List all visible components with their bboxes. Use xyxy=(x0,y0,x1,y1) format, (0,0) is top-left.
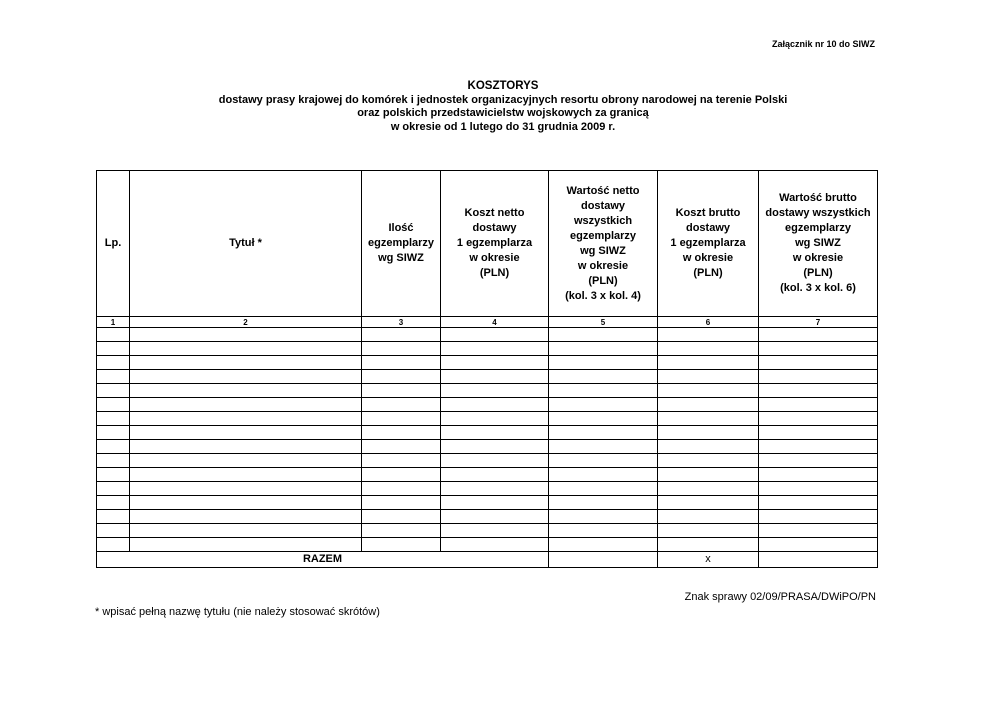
table-row xyxy=(97,510,878,524)
header-gross-total-value-line: (PLN) xyxy=(803,267,833,279)
cell-lp[interactable] xyxy=(97,524,130,538)
header-gross-unit-cost-line: 1 egzemplarza xyxy=(670,237,746,249)
cell-gross-unit-cost[interactable] xyxy=(658,426,759,440)
cell-net-unit-cost[interactable] xyxy=(441,426,549,440)
cell-net-unit-cost[interactable] xyxy=(441,454,549,468)
column-number-5: 5 xyxy=(549,317,658,328)
table-row xyxy=(97,426,878,440)
total-row xyxy=(97,552,878,568)
cell-gross-total-value[interactable] xyxy=(759,510,878,524)
total-gross-unit-cost-cell: x xyxy=(658,552,759,568)
cell-net-total-value[interactable] xyxy=(549,384,658,398)
header-title xyxy=(130,171,362,317)
cell-net-total-value[interactable] xyxy=(549,398,658,412)
column-number-6: 6 xyxy=(658,317,759,328)
table-row xyxy=(97,384,878,398)
cell-net-total-value[interactable] xyxy=(549,524,658,538)
cell-quantity[interactable] xyxy=(362,510,441,524)
header-gross-unit-cost xyxy=(658,171,759,317)
cell-title[interactable] xyxy=(130,440,362,454)
cell-net-total-value[interactable] xyxy=(549,342,658,356)
cell-quantity[interactable] xyxy=(362,370,441,384)
cell-net-total-value[interactable] xyxy=(549,412,658,426)
table-row xyxy=(97,524,878,538)
header-net-unit-cost-line: w okresie xyxy=(469,252,520,264)
table-row xyxy=(97,398,878,412)
header-lp-line: Lp. xyxy=(104,237,122,249)
document-heading xyxy=(0,80,992,134)
cell-net-unit-cost[interactable] xyxy=(441,398,549,412)
cell-net-unit-cost[interactable] xyxy=(441,384,549,398)
total-label: RAZEM xyxy=(97,552,549,568)
cell-title[interactable] xyxy=(130,468,362,482)
cell-net-unit-cost[interactable] xyxy=(441,524,549,538)
total-gross-value-cell[interactable] xyxy=(759,552,878,568)
cell-gross-unit-cost[interactable] xyxy=(658,440,759,454)
cell-lp[interactable] xyxy=(97,328,130,342)
cell-title[interactable] xyxy=(130,342,362,356)
header-gross-unit-cost-line: dostawy xyxy=(685,222,730,234)
cell-gross-total-value[interactable] xyxy=(759,328,878,342)
cell-lp[interactable] xyxy=(97,412,130,426)
cell-title[interactable] xyxy=(130,538,362,552)
cell-title[interactable] xyxy=(130,482,362,496)
table-header-row xyxy=(97,171,878,317)
cell-gross-total-value[interactable] xyxy=(759,468,878,482)
table-body xyxy=(97,328,878,552)
header-net-total-value-line: dostawy xyxy=(580,199,625,212)
table-row xyxy=(97,342,878,356)
table-row xyxy=(97,482,878,496)
cell-net-unit-cost[interactable] xyxy=(441,482,549,496)
cell-lp[interactable] xyxy=(97,468,130,482)
cell-lp[interactable] xyxy=(97,370,130,384)
column-number-4: 4 xyxy=(441,317,549,328)
cell-gross-unit-cost[interactable] xyxy=(658,328,759,342)
table-row xyxy=(97,538,878,552)
cell-title[interactable] xyxy=(130,328,362,342)
cell-gross-total-value[interactable] xyxy=(759,356,878,370)
header-net-unit-cost-line: (PLN) xyxy=(479,267,510,279)
header-net-unit-cost-line: dostawy xyxy=(472,222,517,234)
cell-lp[interactable] xyxy=(97,440,130,454)
column-number-2: 2 xyxy=(130,317,362,328)
cell-lp[interactable] xyxy=(97,454,130,468)
cell-gross-total-value[interactable] xyxy=(759,426,878,440)
cell-gross-total-value[interactable] xyxy=(759,412,878,426)
cell-gross-unit-cost[interactable] xyxy=(658,370,759,384)
header-net-total-value-line: wszystkich xyxy=(573,214,633,227)
cell-quantity[interactable] xyxy=(362,440,441,454)
cell-lp[interactable] xyxy=(97,538,130,552)
header-quantity-line: Ilość xyxy=(388,222,414,234)
cell-gross-total-value[interactable] xyxy=(759,384,878,398)
cell-quantity[interactable] xyxy=(362,524,441,538)
cell-gross-total-value[interactable] xyxy=(759,496,878,510)
table-row xyxy=(97,328,878,342)
header-gross-total-value-line: (kol. 3 x kol. 6) xyxy=(780,282,856,294)
cell-quantity[interactable] xyxy=(362,482,441,496)
header-quantity xyxy=(362,171,441,317)
cell-lp[interactable] xyxy=(97,426,130,440)
cell-net-unit-cost[interactable] xyxy=(441,370,549,384)
header-gross-total-value-line: Wartość brutto xyxy=(779,192,857,204)
header-gross-unit-cost-line: Koszt brutto xyxy=(675,207,741,219)
cell-quantity[interactable] xyxy=(362,342,441,356)
header-net-unit-cost-line: 1 egzemplarza xyxy=(456,237,533,249)
cell-quantity[interactable] xyxy=(362,398,441,412)
annex-label: Załącznik nr 10 do SIWZ xyxy=(771,39,875,49)
header-net-unit-cost-line: Koszt netto xyxy=(464,207,525,219)
cell-net-total-value[interactable] xyxy=(549,538,658,552)
column-number-1: 1 xyxy=(97,317,130,328)
cell-net-unit-cost[interactable] xyxy=(441,342,549,356)
header-gross-total-value-line: egzemplarzy xyxy=(784,222,852,234)
cell-net-total-value[interactable] xyxy=(549,510,658,524)
cell-title[interactable] xyxy=(130,370,362,384)
cell-title[interactable] xyxy=(130,398,362,412)
cell-gross-unit-cost[interactable] xyxy=(658,538,759,552)
cell-net-total-value[interactable] xyxy=(549,440,658,454)
case-number: Znak sprawy 02/09/PRASA/DWiPO/PN xyxy=(684,591,876,603)
cell-net-total-value[interactable] xyxy=(549,356,658,370)
cell-gross-total-value[interactable] xyxy=(759,524,878,538)
header-net-total-value xyxy=(549,171,658,317)
cell-gross-unit-cost[interactable] xyxy=(658,468,759,482)
cell-net-total-value[interactable] xyxy=(549,426,658,440)
cell-gross-unit-cost[interactable] xyxy=(658,454,759,468)
cell-net-total-value[interactable] xyxy=(549,482,658,496)
table-row xyxy=(97,496,878,510)
cell-gross-unit-cost[interactable] xyxy=(658,524,759,538)
header-quantity-line: wg SIWZ xyxy=(378,252,424,264)
table-row xyxy=(97,356,878,370)
cell-net-unit-cost[interactable] xyxy=(441,496,549,510)
cell-gross-total-value[interactable] xyxy=(759,342,878,356)
cell-gross-unit-cost[interactable] xyxy=(658,482,759,496)
cell-gross-total-value[interactable] xyxy=(759,538,878,552)
cell-gross-unit-cost[interactable] xyxy=(658,412,759,426)
header-net-total-value-line: (PLN) xyxy=(588,274,618,287)
cell-quantity[interactable] xyxy=(362,496,441,510)
cell-gross-total-value[interactable] xyxy=(759,482,878,496)
cell-quantity[interactable] xyxy=(362,468,441,482)
cell-net-unit-cost[interactable] xyxy=(441,510,549,524)
cell-net-unit-cost[interactable] xyxy=(441,468,549,482)
document-subtitle-line-2: oraz polskich przedstawicielstw wojskowych za granicą xyxy=(357,107,649,119)
cell-lp[interactable] xyxy=(97,398,130,412)
cell-gross-total-value[interactable] xyxy=(759,454,878,468)
cell-quantity[interactable] xyxy=(362,538,441,552)
document-subtitle-line-1: dostawy prasy krajowej do komórek i jednostek organizacyjnych resortu obrony narodowej na terenie Polski xyxy=(218,93,788,106)
cell-quantity[interactable] xyxy=(362,328,441,342)
cell-lp[interactable] xyxy=(97,342,130,356)
header-gross-unit-cost-line: (PLN) xyxy=(693,267,723,279)
table-row xyxy=(97,440,878,454)
cell-net-total-value[interactable] xyxy=(549,468,658,482)
cell-quantity[interactable] xyxy=(362,454,441,468)
column-number-3: 3 xyxy=(362,317,441,328)
cell-title[interactable] xyxy=(130,510,362,524)
cell-net-unit-cost[interactable] xyxy=(441,328,549,342)
header-net-total-value-line: (kol. 3 x kol. 4) xyxy=(565,289,641,302)
cell-gross-unit-cost[interactable] xyxy=(658,384,759,398)
table-row xyxy=(97,370,878,384)
cell-gross-total-value[interactable] xyxy=(759,370,878,384)
cell-gross-total-value[interactable] xyxy=(759,398,878,412)
header-net-total-value-line: Wartość netto xyxy=(566,184,640,197)
column-number-7: 7 xyxy=(759,317,878,328)
cell-net-total-value[interactable] xyxy=(549,370,658,384)
cell-title[interactable] xyxy=(130,524,362,538)
cell-gross-total-value[interactable] xyxy=(759,440,878,454)
cell-title[interactable] xyxy=(130,384,362,398)
footnote: * wpisać pełną nazwę tytułu (nie należy stosować skrótów) xyxy=(95,606,380,618)
cost-estimate-table xyxy=(96,170,878,568)
cell-quantity[interactable] xyxy=(362,356,441,370)
cell-lp[interactable] xyxy=(97,510,130,524)
cell-net-unit-cost[interactable] xyxy=(441,412,549,426)
column-number-row xyxy=(97,317,878,328)
header-title-line: Tytuł * xyxy=(229,237,262,249)
total-net-value-cell[interactable] xyxy=(549,552,658,568)
header-lp xyxy=(97,171,130,317)
cell-gross-unit-cost[interactable] xyxy=(658,496,759,510)
cell-gross-unit-cost[interactable] xyxy=(658,342,759,356)
header-gross-total-value-line: dostawy wszystkich xyxy=(765,207,871,219)
header-net-total-value-line: egzemplarzy xyxy=(569,229,637,242)
header-gross-total-value xyxy=(759,171,878,317)
cell-title[interactable] xyxy=(130,426,362,440)
header-net-total-value-line: wg SIWZ xyxy=(580,244,626,257)
cell-net-total-value[interactable] xyxy=(549,454,658,468)
table-row xyxy=(97,468,878,482)
cell-net-unit-cost[interactable] xyxy=(441,440,549,454)
cell-title[interactable] xyxy=(130,496,362,510)
cell-lp[interactable] xyxy=(97,482,130,496)
document-title: KOSZTORYS xyxy=(467,80,539,92)
cell-lp[interactable] xyxy=(97,356,130,370)
cell-net-unit-cost[interactable] xyxy=(441,538,549,552)
cell-gross-unit-cost[interactable] xyxy=(658,398,759,412)
header-gross-total-value-line: wg SIWZ xyxy=(795,237,841,249)
table-row xyxy=(97,412,878,426)
header-quantity-line: egzemplarzy xyxy=(367,237,435,249)
cell-gross-unit-cost[interactable] xyxy=(658,510,759,524)
header-net-total-value-line: w okresie xyxy=(577,259,629,272)
cell-gross-unit-cost[interactable] xyxy=(658,356,759,370)
cell-quantity[interactable] xyxy=(362,426,441,440)
cell-quantity[interactable] xyxy=(362,412,441,426)
cell-quantity[interactable] xyxy=(362,384,441,398)
cell-title[interactable] xyxy=(130,412,362,426)
cell-net-total-value[interactable] xyxy=(549,496,658,510)
header-gross-unit-cost-line: w okresie xyxy=(682,252,734,264)
cell-net-unit-cost[interactable] xyxy=(441,356,549,370)
document-subtitle-line-3: w okresie od 1 lutego do 31 grudnia 2009 r. xyxy=(390,120,616,133)
table-row xyxy=(97,454,878,468)
header-net-unit-cost xyxy=(441,171,549,317)
cell-lp[interactable] xyxy=(97,384,130,398)
header-gross-total-value-line: w okresie xyxy=(792,252,844,264)
cell-net-total-value[interactable] xyxy=(549,328,658,342)
cell-title[interactable] xyxy=(130,356,362,370)
cell-title[interactable] xyxy=(130,454,362,468)
cell-lp[interactable] xyxy=(97,496,130,510)
